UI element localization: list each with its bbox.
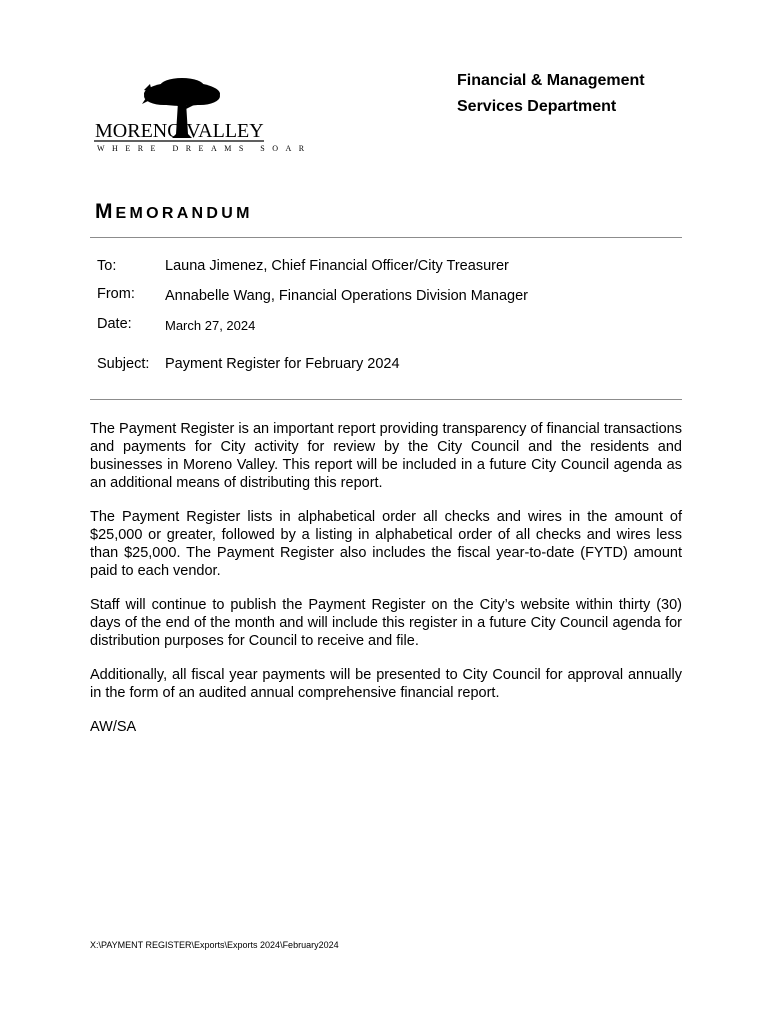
memo-title-rest: EMORANDUM (115, 205, 253, 222)
body-paragraph-3: Staff will continue to publish the Payment Register on the City’s website within thirty (30) days of the end of the month and will include this register in a future City Council agenda for distribution purposes for Council to receive and file. (90, 597, 682, 649)
memo-title (95, 200, 253, 224)
from-value: Annabelle Wang, Financial Operations Division Manager (165, 288, 528, 304)
memo-title-initial: M (95, 200, 116, 223)
body-paragraph-1: The Payment Register is an important report providing transparency of financial transactions and payments for City activity for review by the City Council and the residents and businesses in Moreno Valley. This report will be included in a future City Council agenda as an additional means of distributing this report. (90, 421, 682, 491)
middle-divider (90, 399, 682, 400)
body-paragraph-2: The Payment Register lists in alphabetical order all checks and wires in the amount of $25,000 or greater, followed by a listing in alphabetical order of all checks and wires less than $25,000. The Payment Register also includes the fiscal year-to-date (FYTD) amount paid to each vendor. (90, 509, 682, 579)
date-label: Date: (97, 316, 132, 332)
department-line-2: Services Department (457, 98, 617, 115)
subject-label: Subject: (97, 356, 150, 372)
memo-body (90, 420, 682, 752)
body-paragraph-4: Additionally, all fiscal year payments will be presented to City Council for approval annually in the form of an audited annual comprehensive financial report. (90, 667, 682, 701)
from-label: From: (97, 286, 135, 302)
logo-tagline: WHERE DREAMS SOAR (97, 144, 312, 153)
top-divider (90, 237, 682, 238)
to-label: To: (97, 258, 117, 274)
to-value: Launa Jimenez, Chief Financial Officer/City Treasurer (165, 258, 509, 274)
file-path-footer: X:\PAYMENT REGISTER\Exports\Exports 2024\February2024 (90, 940, 339, 950)
logo-city-name: MORENO VALLEY (95, 120, 264, 142)
initials: AW/SA (90, 719, 137, 735)
department-line-1: Financial & Management (457, 72, 645, 89)
date-value: March 27, 2024 (165, 318, 256, 333)
department-heading (457, 68, 645, 120)
subject-value: Payment Register for February 2024 (165, 356, 400, 372)
